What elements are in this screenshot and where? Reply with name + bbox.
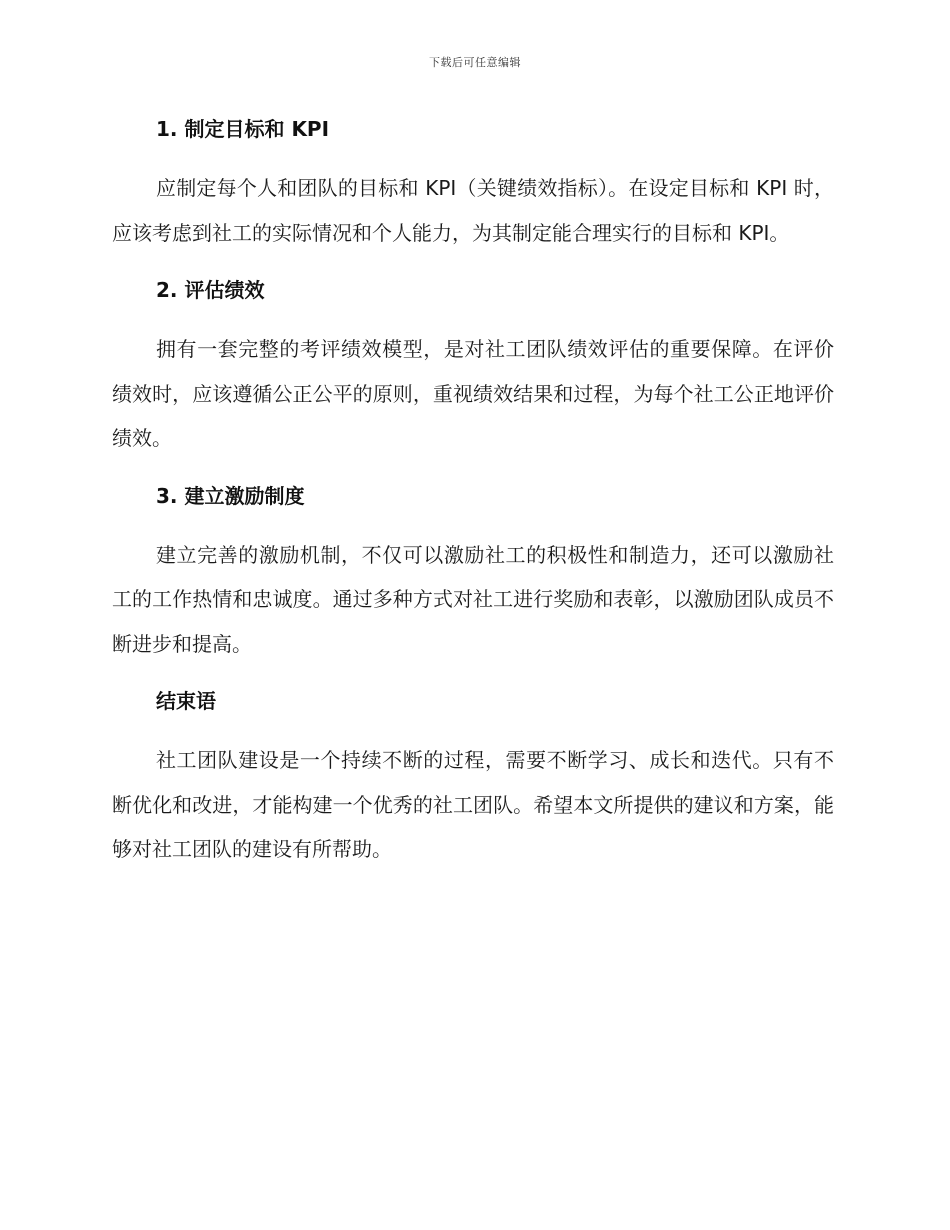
header-note: 下载后可任意编辑 — [429, 56, 521, 69]
section-heading: 结束语 — [156, 689, 216, 713]
section-incentive-system — [112, 479, 834, 685]
section-goals-kpi — [112, 112, 834, 273]
section-paragraph: 应制定每个人和团队的目标和 KPI（关键绩效指标）。在设定目标和 KPI 时，应该考虑到社工的实际情况和个人能力，为其制定能合理实行的目标和 KPI。 — [112, 176, 834, 245]
section-paragraph: 拥有一套完整的考评绩效模型，是对社工团队绩效评估的重要保障。在评价绩效时，应该遵循公正公平的原则，重视绩效结果和过程，为每个社工公正地评价绩效。 — [112, 337, 834, 450]
document-body — [112, 112, 834, 872]
section-performance-evaluation — [112, 273, 834, 479]
section-heading: 3. 建立激励制度 — [156, 483, 305, 508]
section-heading: 2. 评估绩效 — [156, 278, 265, 302]
section-paragraph: 建立完善的激励机制，不仅可以激励社工的积极性和制造力，还可以激励社工的工作热情和忠诚度。通过多种方式对社工进行奖励和表彰，以激励团队成员不断进步和提高。 — [112, 542, 834, 656]
section-heading: 1. 制定目标和 KPI — [156, 117, 330, 141]
section-paragraph: 社工团队建设是一个持续不断的过程，需要不断学习、成长和迭代。只有不断优化和改进，才能构建一个优秀的社工团队。希望本文所提供的建议和方案，能够对社工团队的建设有所帮助。 — [112, 748, 834, 861]
section-conclusion — [112, 684, 834, 872]
